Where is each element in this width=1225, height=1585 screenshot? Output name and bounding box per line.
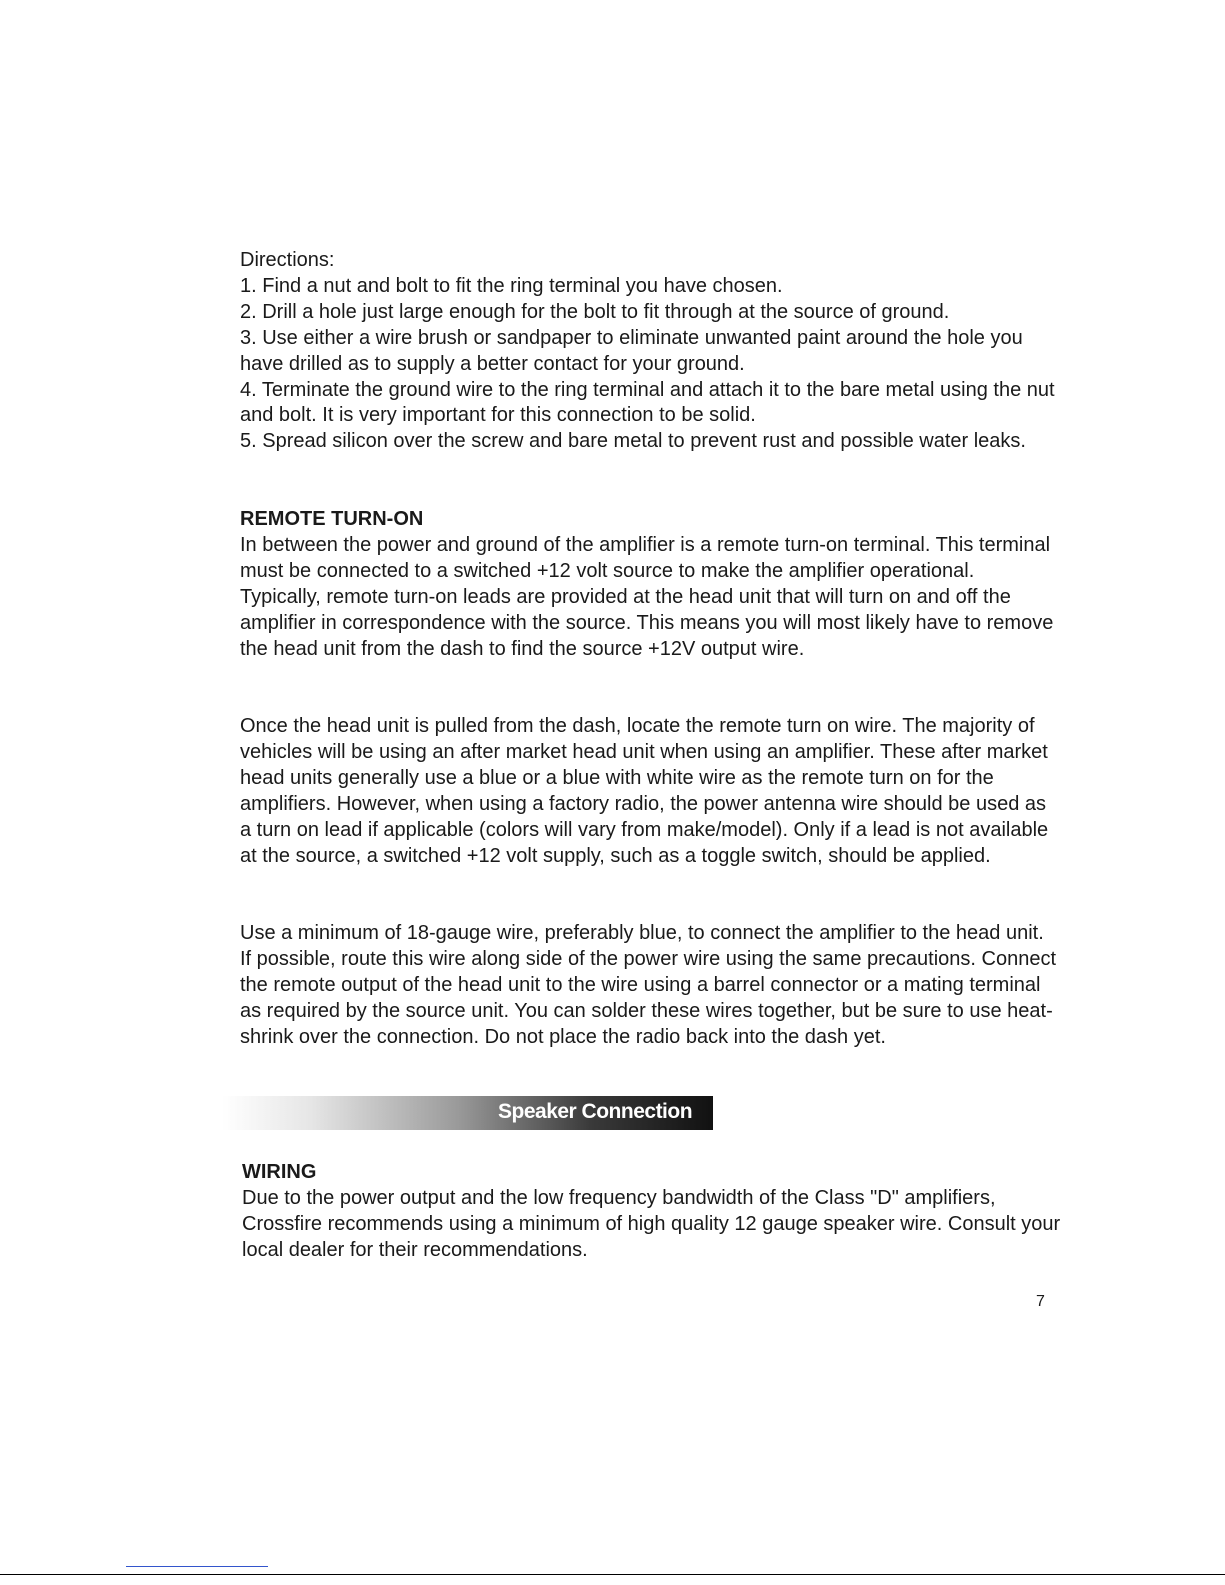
remote-turn-on-paragraph-1: In between the power and ground of the amplifier is a remote turn-on terminal. This terminal must be connected to a switched +12 volt source to make the amplifier operational. Typically, remote turn-on leads are provided at the head unit that will turn on and off the amplifier in correspondence with the source. This means you will most likely have to remove the head unit from the dash to find the source +12V output wire. (240, 534, 1054, 660)
remote-turn-on-heading: REMOTE TURN-ON (240, 508, 424, 530)
directions-section (240, 248, 1060, 455)
remote-turn-on-paragraph-3: Use a minimum of 18-gauge wire, preferably blue, to connect the amplifier to the head unit. If possible, route this wire along side of the power wire using the same precautions. Connect the remote output of the head unit to the wire using a barrel connector or a mating terminal as required by the source unit. You can solder these wires together, but be sure to use heat-shrink over the connection. Do not place the radio back into the dash yet. (240, 922, 1056, 1048)
wiring-paragraph: Due to the power output and the low frequency bandwidth of the Class "D" amplifiers, Crossfire recommends using a minimum of high quality 12 gauge speaker wire. Consult your local dealer for their recommendations. (242, 1187, 1061, 1261)
remote-turn-on-paragraph-2: Once the head unit is pulled from the dash, locate the remote turn on wire. The majority of vehicles will be using an after market head unit when using an amplifier. These after market head units generally use a blue or a blue with white wire as the remote turn on for the amplifiers. However, when using a factory radio, the power antenna wire should be used as a turn on lead if applicable (colors will vary from make/model). Only if a lead is not available at the source, a switched +12 volt supply, such as a toggle switch, should be applied. (240, 715, 1049, 867)
page-number: 7 (1036, 1293, 1045, 1310)
direction-step-5: 5. Spread silicon over the screw and bare metal to prevent rust and possible water leaks. (240, 430, 1026, 453)
direction-step-3: 3. Use either a wire brush or sandpaper to eliminate unwanted paint around the hole you have drilled as to supply a better contact for your ground. (240, 326, 1023, 375)
direction-step-4: 4. Terminate the ground wire to the ring terminal and attach it to the bare metal using the nut and bolt. It is very important for this connection to be solid. (240, 378, 1055, 427)
footer-link-underline (126, 1566, 268, 1567)
directions-title: Directions: (240, 249, 335, 271)
direction-step-1: 1. Find a nut and bolt to fit the ring terminal you have chosen. (240, 274, 783, 297)
speaker-connection-banner (222, 1096, 713, 1130)
footer-divider (0, 1574, 1225, 1575)
speaker-connection-title: Speaker Connection (498, 1100, 693, 1123)
direction-step-2: 2. Drill a hole just large enough for the bolt to fit through at the source of ground. (240, 300, 950, 323)
wiring-heading: WIRING (242, 1161, 317, 1183)
